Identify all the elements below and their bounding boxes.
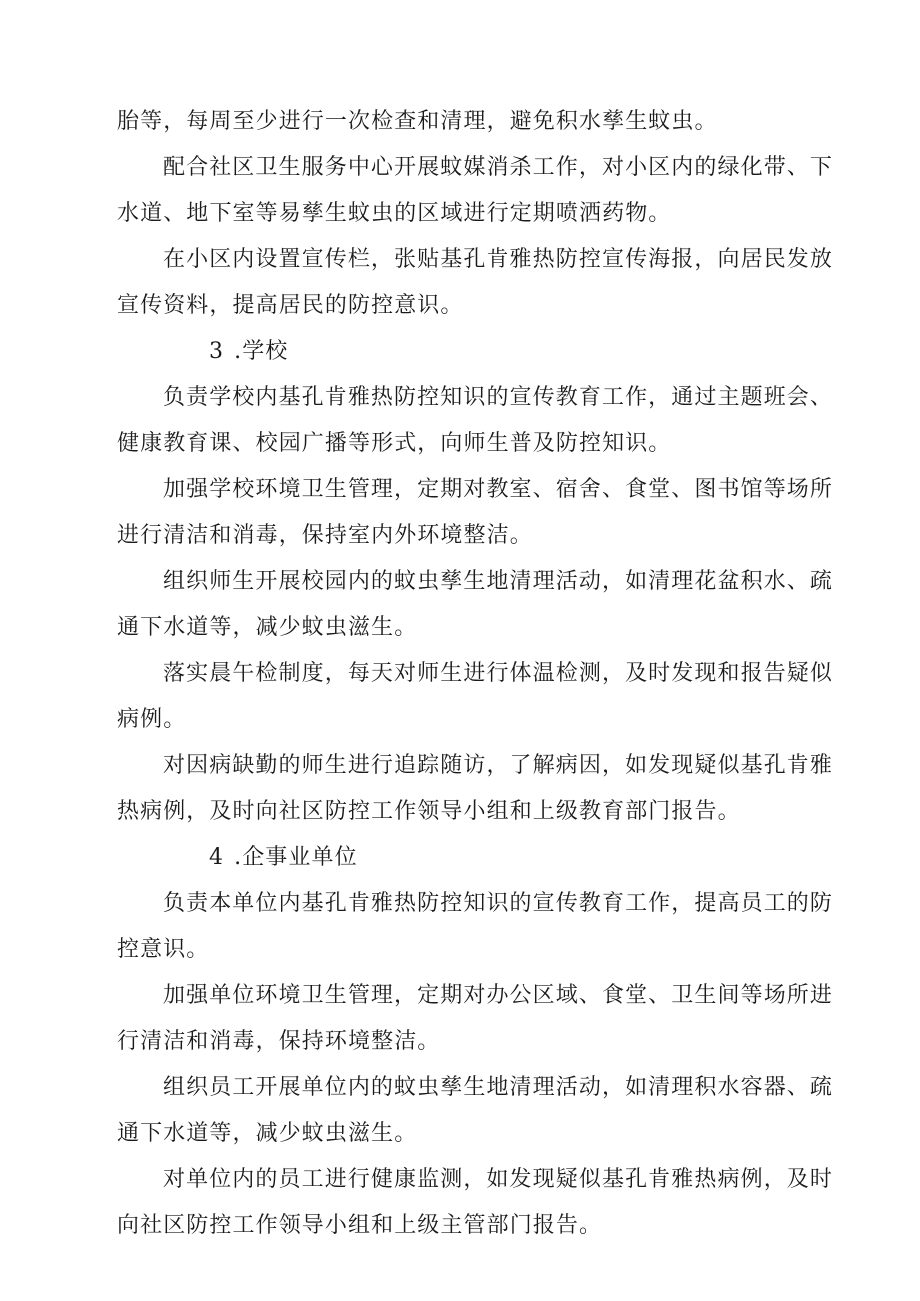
paragraph-school-checks: 落实晨午检制度，每天对师生进行体温检测，及时发现和报告疑似病例。 bbox=[117, 661, 833, 732]
paragraph-community-publicity: 在小区内设置宣传栏，张贴基孔肯雅热防控宣传海报，向居民发放宣传资料，提高居民的防控意识。 bbox=[117, 247, 833, 318]
section-title: .学校 bbox=[234, 339, 289, 364]
section-number: 4 bbox=[209, 845, 225, 870]
paragraph-enterprise-cleanup: 组织员工开展单位内的蚊虫孳生地清理活动，如清理积水容器、疏通下水道等，减少蚊虫滋生。 bbox=[117, 1075, 833, 1146]
document-body bbox=[117, 99, 833, 1249]
paragraph-continuation: 胎等，每周至少进行一次检查和清理，避免积水孳生蚊虫。 bbox=[117, 109, 718, 134]
paragraph-school-education: 负责学校内基孔肯雅热防控知识的宣传教育工作，通过主题班会、健康教育课、校园广播等形式，向师生普及防控知识。 bbox=[117, 385, 833, 456]
paragraph-enterprise-education: 负责本单位内基孔肯雅热防控知识的宣传教育工作，提高员工的防控意识。 bbox=[117, 891, 833, 962]
section-title: .企事业单位 bbox=[234, 845, 358, 870]
section-heading-school bbox=[117, 329, 833, 375]
paragraph-school-cleanup: 组织师生开展校园内的蚊虫孳生地清理活动，如清理花盆积水、疏通下水道等，减少蚊虫滋生。 bbox=[117, 569, 833, 640]
paragraph-school-followup: 对因病缺勤的师生进行追踪随访，了解病因，如发现疑似基孔肯雅热病例，及时向社区防控工作领导小组和上级教育部门报告。 bbox=[117, 753, 833, 824]
paragraph-enterprise-sanitation: 加强单位环境卫生管理，定期对办公区域、食堂、卫生间等场所进行清洁和消毒，保持环境整洁。 bbox=[117, 983, 833, 1054]
paragraph-enterprise-monitoring: 对单位内的员工进行健康监测，如发现疑似基孔肯雅热病例，及时向社区防控工作领导小组和上级主管部门报告。 bbox=[117, 1167, 833, 1238]
paragraph-community-disinfection: 配合社区卫生服务中心开展蚊媒消杀工作，对小区内的绿化带、下水道、地下室等易孳生蚊虫的区域进行定期喷洒药物。 bbox=[117, 155, 833, 226]
section-heading-enterprise bbox=[117, 835, 833, 881]
paragraph-school-sanitation: 加强学校环境卫生管理，定期对教室、宿舍、食堂、图书馆等场所进行清洁和消毒，保持室内外环境整洁。 bbox=[117, 477, 833, 548]
section-number: 3 bbox=[209, 339, 225, 364]
